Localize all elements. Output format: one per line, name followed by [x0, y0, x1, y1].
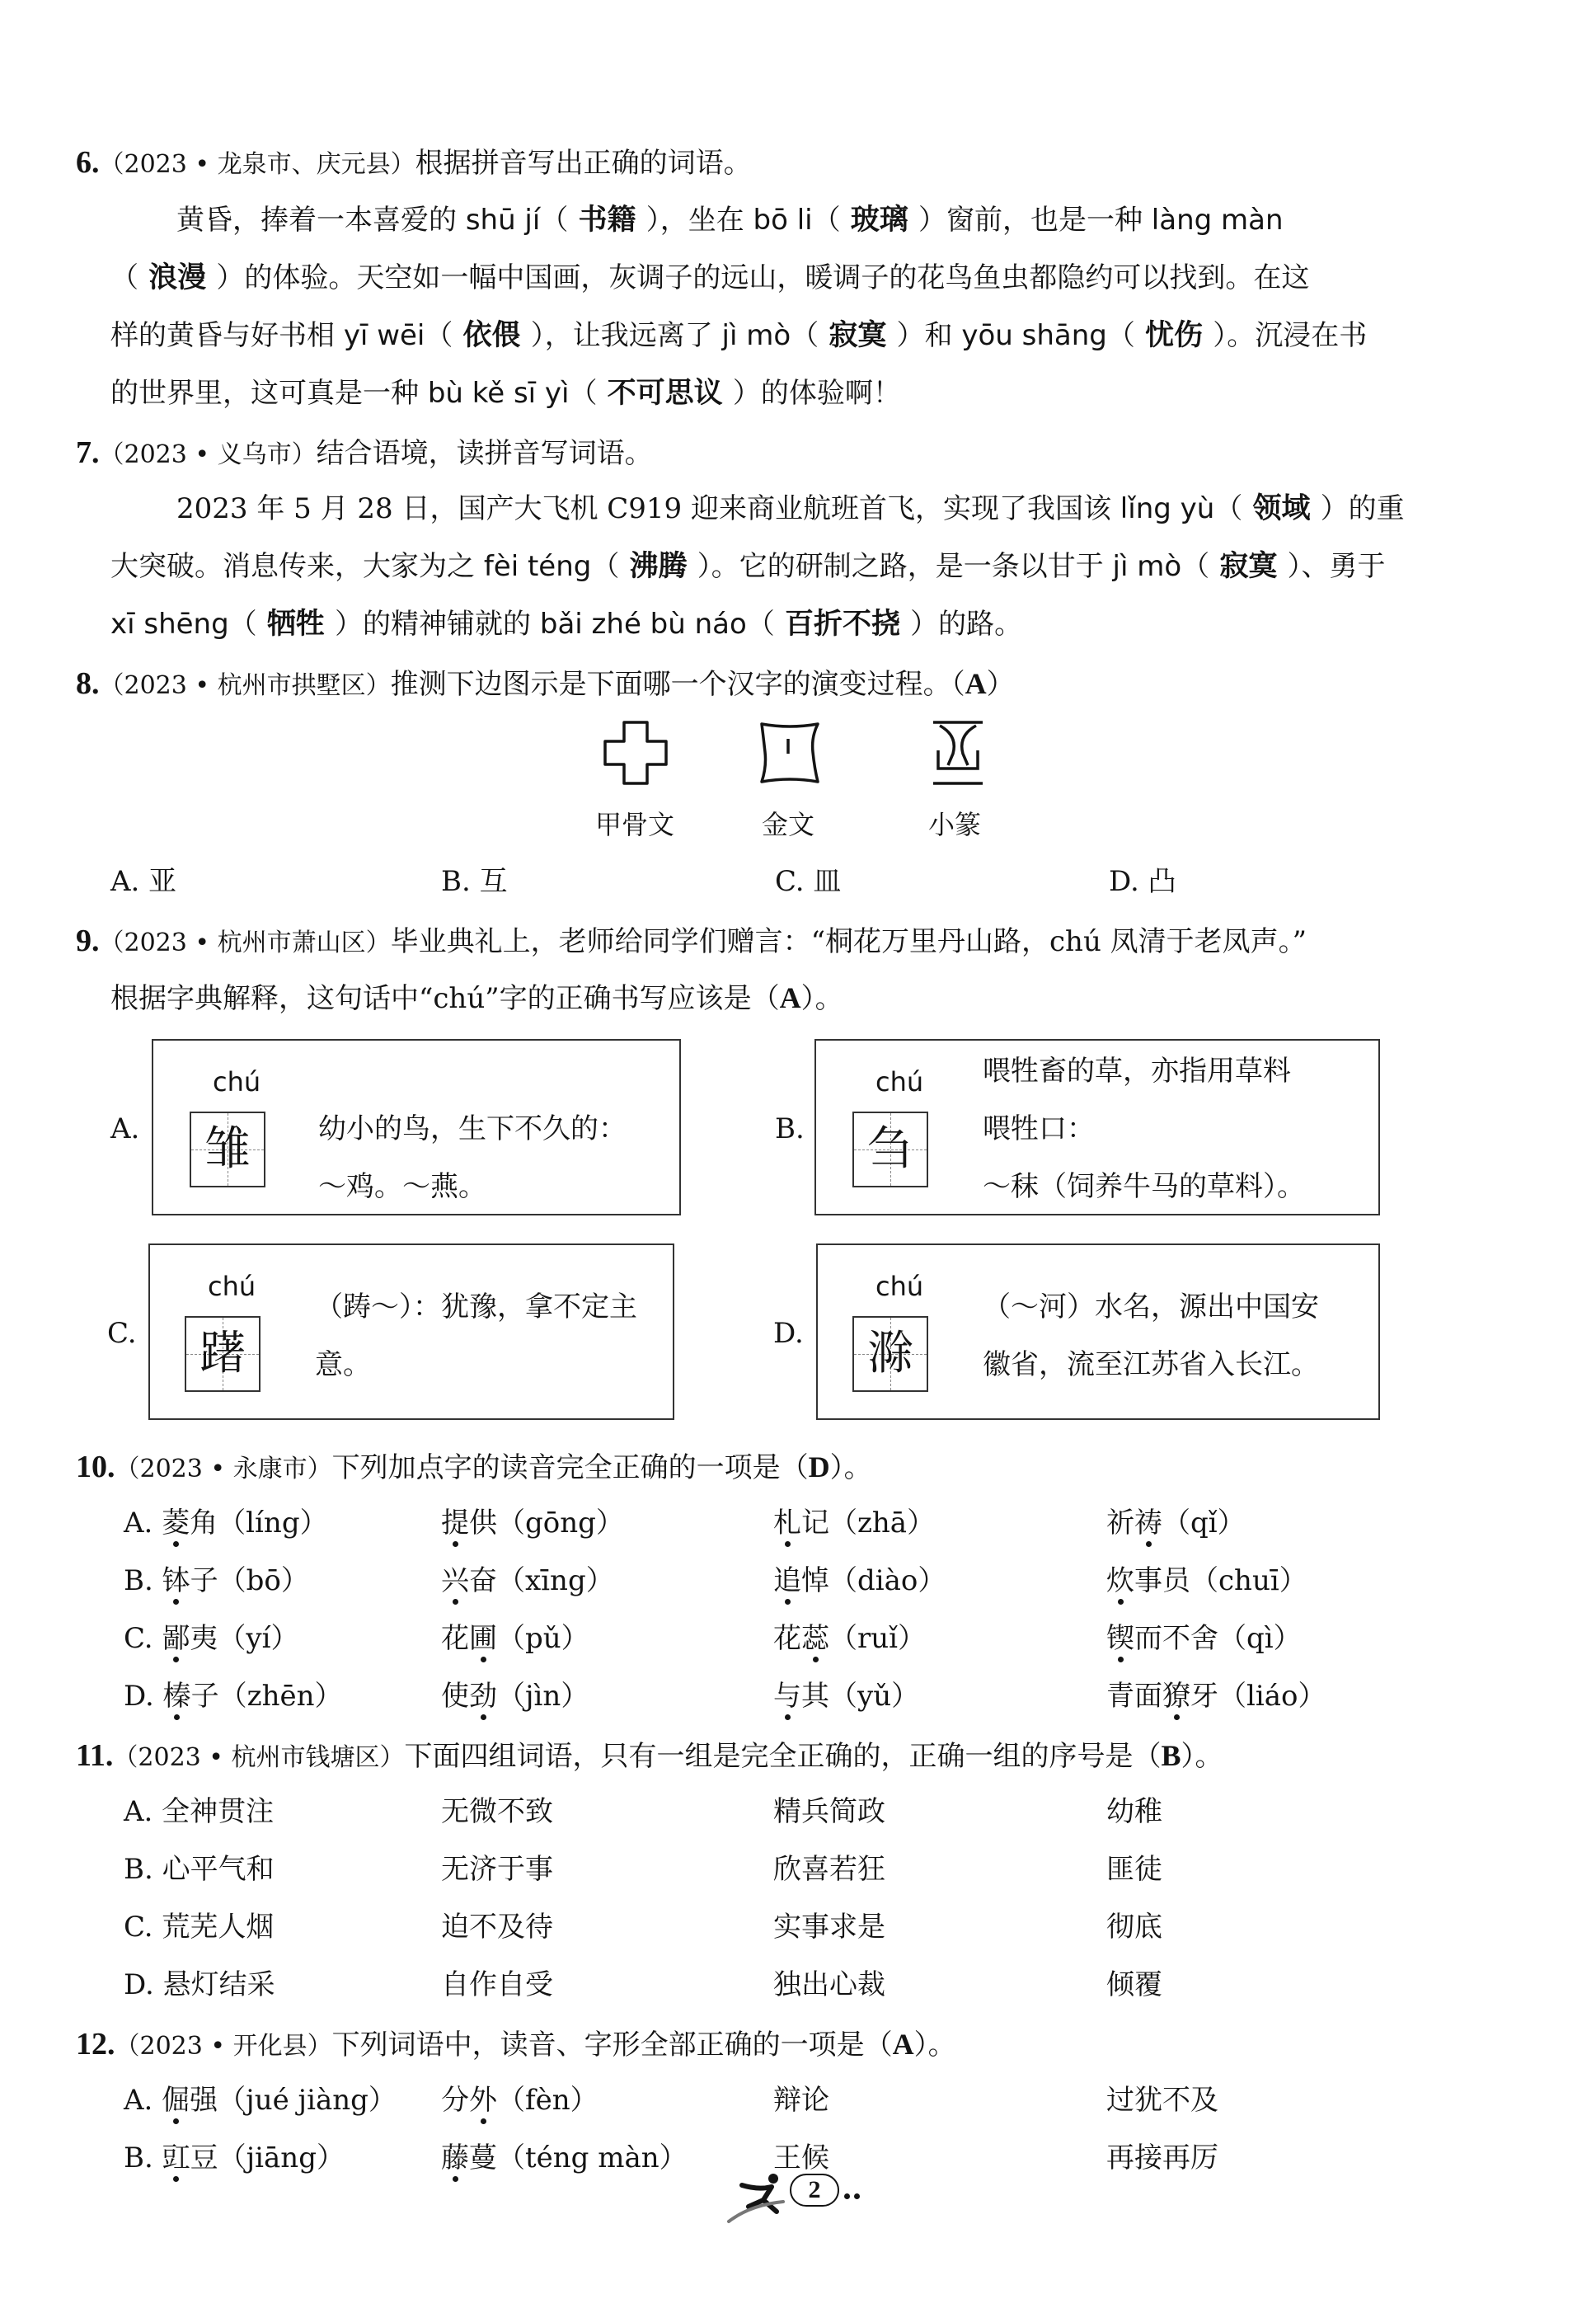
q9-option-a-def2: ～鸡。～燕。	[318, 1170, 486, 1203]
text: A.	[124, 2084, 162, 2117]
page-number: 2	[808, 2176, 821, 2203]
dotted-char: 圃	[469, 1622, 497, 1655]
q12-stem: 下列词语中，读音、字形全部正确的一项是（	[331, 2029, 893, 2061]
text: （	[110, 261, 138, 294]
q12-line-1	[76, 2029, 956, 2060]
q9-option-c-pinyin: chú	[208, 1271, 256, 1302]
q9-option-b-grid	[852, 1112, 928, 1187]
text: 使	[441, 1680, 469, 1713]
q12-source: （2023 • 开化县）	[115, 2032, 332, 2061]
answer: 玻璃	[840, 204, 918, 237]
q9-option-c-def2: 意。	[315, 1348, 371, 1381]
dot	[854, 2193, 860, 2199]
dotted-char: 榛	[162, 1680, 191, 1713]
text: 夷（yí）	[190, 1622, 299, 1655]
q8-stem: 推测下边图示是下面哪一个汉字的演变过程。（	[390, 668, 965, 701]
text: ）的体验。天空如一幅中国画，灰调子的远山，暖调子的花鸟鱼虫都隐约可以找到。在这	[216, 261, 1310, 294]
answer: 浪漫	[138, 261, 217, 294]
text: ）的精神铺就的	[335, 608, 540, 641]
q9-option-a-def1: 幼小的鸟，生下不久的：	[318, 1112, 627, 1145]
pinyin: shū jí（	[465, 204, 569, 237]
pinyin: yī wēi（	[343, 319, 453, 352]
q11-cell: 幼稚	[1106, 1795, 1162, 1828]
q9-stem: 毕业典礼上，老师给同学们赠言：“桐花万里丹山路，chú 凤清于老凤声。”	[390, 925, 1307, 958]
q9-answer: A	[779, 981, 801, 1014]
q9-option-d-label: D.	[773, 1317, 804, 1350]
q10-cell	[441, 1507, 624, 1540]
q11-cell: 独出心裁	[773, 1968, 885, 2001]
dotted-char: 祷	[1134, 1507, 1162, 1540]
q9-number: 9.	[76, 924, 100, 958]
q10-cell	[124, 1680, 343, 1713]
q10-cell	[1106, 1564, 1307, 1597]
text: ）。沉浸在书	[1213, 319, 1368, 352]
dotted-char: 札	[773, 1507, 801, 1540]
answer: 百折不挠	[774, 608, 911, 641]
answer: 沸腾	[619, 550, 697, 583]
q7-text-line-2	[110, 552, 1386, 581]
q10-cell	[1106, 1507, 1246, 1540]
q6-text-line-4	[110, 379, 901, 408]
text: （ruǐ）	[829, 1622, 927, 1655]
q8-source: （2023 • 杭州市拱墅区）	[99, 671, 391, 700]
small-seal-glyph	[928, 717, 988, 788]
answer: 寂寞	[1209, 550, 1288, 583]
q9-option-d-def1: （～河）水名，源出中国安	[983, 1290, 1319, 1323]
q11-cell: 无济于事	[441, 1853, 553, 1886]
q10-stem: 下列加点字的读音完全正确的一项是（	[331, 1451, 809, 1484]
pinyin: bō li（	[753, 204, 841, 237]
q11-cell: D. 悬灯结采	[124, 1968, 275, 2001]
text: D.	[124, 1680, 163, 1713]
text: 角（líng）	[190, 1507, 328, 1540]
q10-cell	[1106, 1680, 1326, 1713]
q11-cell: 彻底	[1106, 1911, 1162, 1944]
q9-option-a-grid	[190, 1112, 265, 1187]
dotted-char: 菱	[162, 1507, 190, 1540]
answer: 忧伤	[1134, 319, 1213, 352]
text: ）。	[800, 982, 843, 1015]
q11-cell: 精兵简政	[773, 1795, 885, 1828]
text: ）和	[896, 319, 962, 352]
q11-cell: 自作自受	[441, 1968, 553, 2001]
dotted-char: 提	[441, 1507, 469, 1540]
q9-option-d-char: 滁	[867, 1327, 913, 1380]
q9-line-1	[76, 925, 1307, 957]
page-number-pill	[790, 2174, 839, 2207]
q9-option-a-label: A.	[110, 1112, 140, 1145]
dotted-char: 追	[773, 1564, 801, 1597]
q7-number: 7.	[76, 435, 100, 470]
bronze-glyph	[755, 719, 824, 787]
q8-option-b: B. 互	[441, 865, 508, 898]
q6-text-line-1	[176, 206, 1284, 235]
dotted-char: 倔	[162, 2084, 190, 2117]
q11-cell: 实事求是	[773, 1911, 885, 1944]
text: ）。	[829, 1451, 872, 1484]
q10-cell	[773, 1622, 927, 1655]
q7-source: （2023 • 义乌市）	[99, 440, 317, 469]
q6-text-line-3	[110, 319, 1368, 352]
dotted-char: 炊	[1106, 1564, 1134, 1597]
q9-option-c-def1: （踌～）：犹豫，拿不定主	[315, 1290, 637, 1323]
q10-cell	[773, 1680, 920, 1713]
q10-line-1	[76, 1451, 872, 1483]
q11-cell: 欣喜若狂	[773, 1853, 885, 1886]
text: 分	[441, 2084, 469, 2117]
text: ）。	[913, 2029, 956, 2061]
pinyin: jì mò（	[1112, 550, 1210, 583]
text: 其（yǔ）	[801, 1680, 920, 1713]
q11-number: 11.	[76, 1738, 114, 1773]
q9-option-b-def3: ～秣（饲养牛马的草料）。	[983, 1170, 1305, 1203]
q10-cell	[124, 1564, 309, 1597]
q9-option-c-grid	[185, 1316, 261, 1392]
text: 根据字典解释，这句话中“chú”字的正确书写应该是（	[110, 982, 780, 1015]
pinyin: làng màn	[1151, 204, 1284, 237]
q11-cell: A. 全神贯注	[124, 1795, 275, 1828]
q7-stem: 结合语境，读拼音写词语。	[316, 437, 653, 470]
dotted-char: 獠	[1162, 1680, 1190, 1713]
q11-line-1	[76, 1740, 1223, 1771]
text: A.	[124, 1507, 162, 1540]
q12-cell	[124, 2141, 345, 2174]
text: 大突破。消息传来，大家为之	[110, 550, 484, 583]
q8-option-c: C. 皿	[775, 865, 842, 898]
q9-option-c-label: C.	[107, 1317, 137, 1350]
q9-option-d-grid	[852, 1316, 928, 1392]
q10-cell	[441, 1680, 589, 1713]
q11-cell: 迫不及待	[441, 1911, 553, 1944]
text: 而不舍（qì）	[1134, 1622, 1302, 1655]
dotted-char: 外	[469, 2084, 497, 2117]
q11-stem: 下面四组词语，只有一组是完全正确的，正确一组的序号是（	[404, 1740, 1162, 1773]
q10-cell	[441, 1622, 589, 1655]
text: （qǐ）	[1162, 1507, 1246, 1540]
dotted-char: 兴	[441, 1564, 469, 1597]
text: C.	[124, 1622, 162, 1655]
runner-logo-icon	[725, 2169, 800, 2226]
q10-cell	[124, 1622, 299, 1655]
text: ）的体验啊！	[732, 377, 901, 410]
q7-line-1	[76, 437, 653, 468]
q8-answer: A	[965, 667, 987, 700]
q11-cell: B. 心平气和	[124, 1853, 275, 1886]
text: 青面	[1106, 1680, 1162, 1713]
q6-source: （2023 • 龙泉市、庆元县）	[99, 150, 415, 179]
text: （pǔ）	[497, 1622, 589, 1655]
dotted-char: 劲	[469, 1680, 497, 1713]
dotted-char: 藤	[441, 2141, 469, 2174]
answer: 书籍	[568, 204, 646, 237]
text: 供（gōng）	[469, 1507, 624, 1540]
q7-text-line-1	[176, 492, 1405, 525]
fig-label-seal: 小篆	[928, 809, 982, 840]
q9-line-2	[110, 983, 843, 1013]
text: 蔓（téng màn）	[469, 2141, 688, 2174]
answer: 寂寞	[819, 319, 897, 352]
q12-cell: 过犹不及	[1106, 2084, 1218, 2117]
q9-option-a-pinyin: chú	[213, 1066, 261, 1098]
text: ）的重	[1320, 492, 1405, 525]
text: 子（zhēn）	[190, 1680, 343, 1713]
q8-line-1	[76, 668, 1015, 699]
text: 祈	[1106, 1507, 1134, 1540]
text: 花	[441, 1622, 469, 1655]
text: 豆（jiāng）	[190, 2141, 345, 2174]
dotted-char: 蕊	[801, 1622, 829, 1655]
text: 黄昏，捧着一本喜爱的	[176, 204, 466, 237]
q9-option-c-char: 躇	[200, 1327, 246, 1380]
text: 花	[773, 1622, 801, 1655]
text: 悼（diào）	[801, 1564, 946, 1597]
text: 记（zhā）	[801, 1507, 936, 1540]
pinyin: bù kě sī yì（	[427, 377, 598, 410]
q12-cell	[441, 2084, 598, 2117]
q9-option-b-def1: 喂牲畜的草，亦指用草料	[983, 1055, 1291, 1088]
q12-cell	[441, 2141, 688, 2174]
text: 样的黄昏与好书相	[110, 319, 344, 352]
q12-cell: 辩论	[773, 2084, 829, 2117]
text: （jìn）	[497, 1680, 589, 1713]
q6-number: 6.	[76, 145, 100, 180]
q12-number: 12.	[76, 2027, 115, 2061]
q10-answer: D	[808, 1450, 830, 1483]
text: ）。	[1181, 1740, 1223, 1773]
dotted-char: 与	[773, 1680, 801, 1713]
fig-label-oracle: 甲骨文	[595, 809, 675, 840]
q8-option-d: D. 凸	[1109, 865, 1176, 898]
text: B.	[124, 2141, 162, 2174]
answer: 领域	[1242, 492, 1321, 525]
q9-option-d-def2: 徽省，流至江苏省入长江。	[983, 1348, 1319, 1381]
q9-option-a-char: 雏	[204, 1122, 251, 1176]
q10-number: 10.	[76, 1450, 115, 1484]
q11-cell: C. 荒芜人烟	[124, 1911, 275, 1944]
text: （fèn）	[497, 2084, 598, 2117]
q12-cell: 王候	[773, 2141, 829, 2174]
answer: 不可思议	[597, 377, 733, 410]
q6-text-line-2	[110, 261, 1310, 294]
dotted-char: 鄙	[162, 1622, 190, 1655]
q7-text-line-3	[110, 610, 1022, 639]
q9-option-b-pinyin: chú	[875, 1066, 924, 1098]
q11-source: （2023 • 杭州市钱塘区）	[113, 1743, 405, 1772]
q9-option-b-char: 刍	[867, 1122, 913, 1176]
text: ）、勇于	[1287, 550, 1386, 583]
dotted-char: 钵	[162, 1564, 190, 1597]
q11-cell: 倾覆	[1106, 1968, 1162, 2001]
page-dots	[844, 2187, 860, 2203]
text: ）	[986, 668, 1015, 701]
fig-label-bronze: 金文	[762, 809, 815, 840]
q10-cell	[441, 1564, 614, 1597]
pinyin: xī shēng（	[110, 608, 257, 641]
q12-cell: 再接再厉	[1106, 2141, 1218, 2174]
dot	[844, 2193, 850, 2199]
text: ），坐在	[645, 204, 753, 237]
q9-option-b-def2: 喂牲口：	[983, 1112, 1095, 1145]
q11-cell: 无微不致	[441, 1795, 553, 1828]
q10-cell	[773, 1507, 936, 1540]
q9-option-b-label: B.	[775, 1112, 805, 1145]
answer: 依偎	[453, 319, 531, 352]
text: 强（jué jiàng）	[190, 2084, 397, 2117]
answer: 牺牲	[256, 608, 336, 641]
q6-stem: 根据拼音写出正确的词语。	[415, 147, 752, 180]
pinyin: lǐng yù（	[1120, 492, 1243, 525]
pinyin: jì mò（	[721, 319, 819, 352]
q12-cell	[124, 2084, 397, 2117]
text: 事员（chuī）	[1134, 1564, 1307, 1597]
pinyin: bǎi zhé bù náo（	[539, 608, 775, 641]
q10-source: （2023 • 永康市）	[115, 1455, 332, 1483]
q8-option-a: A. 亚	[110, 865, 177, 898]
dotted-char: 锲	[1106, 1622, 1134, 1655]
text: 2023 年 5 月 28 日，国产大飞机 C919 迎来商业航班首飞，实现了我国该	[176, 492, 1120, 525]
q12-answer: A	[892, 2028, 914, 2061]
text: 奋（xīng）	[469, 1564, 614, 1597]
text: B.	[124, 1564, 162, 1597]
q10-cell	[773, 1564, 946, 1597]
oracle-bone-glyph	[602, 719, 669, 787]
q9-option-d-pinyin: chú	[875, 1271, 924, 1302]
pinyin: fèi téng（	[483, 550, 620, 583]
q11-cell: 匪徒	[1106, 1853, 1162, 1886]
dotted-char: 豇	[162, 2141, 190, 2174]
text: 子（bō）	[190, 1564, 309, 1597]
text: 的世界里，这可真是一种	[110, 377, 428, 410]
q11-answer: B	[1161, 1739, 1181, 1772]
q9-source: （2023 • 杭州市萧山区）	[99, 928, 391, 957]
text: ）。它的研制之路，是一条以甘于	[697, 550, 1113, 583]
q10-cell	[1106, 1622, 1302, 1655]
text: ）窗前，也是一种	[918, 204, 1152, 237]
q8-number: 8.	[76, 666, 100, 701]
text: 牙（liáo）	[1190, 1680, 1326, 1713]
text: ），让我远离了	[530, 319, 722, 352]
q6-line-1	[76, 147, 752, 178]
text: ）的路。	[910, 608, 1023, 641]
q10-cell	[124, 1507, 328, 1540]
pinyin: yōu shāng（	[961, 319, 1135, 352]
